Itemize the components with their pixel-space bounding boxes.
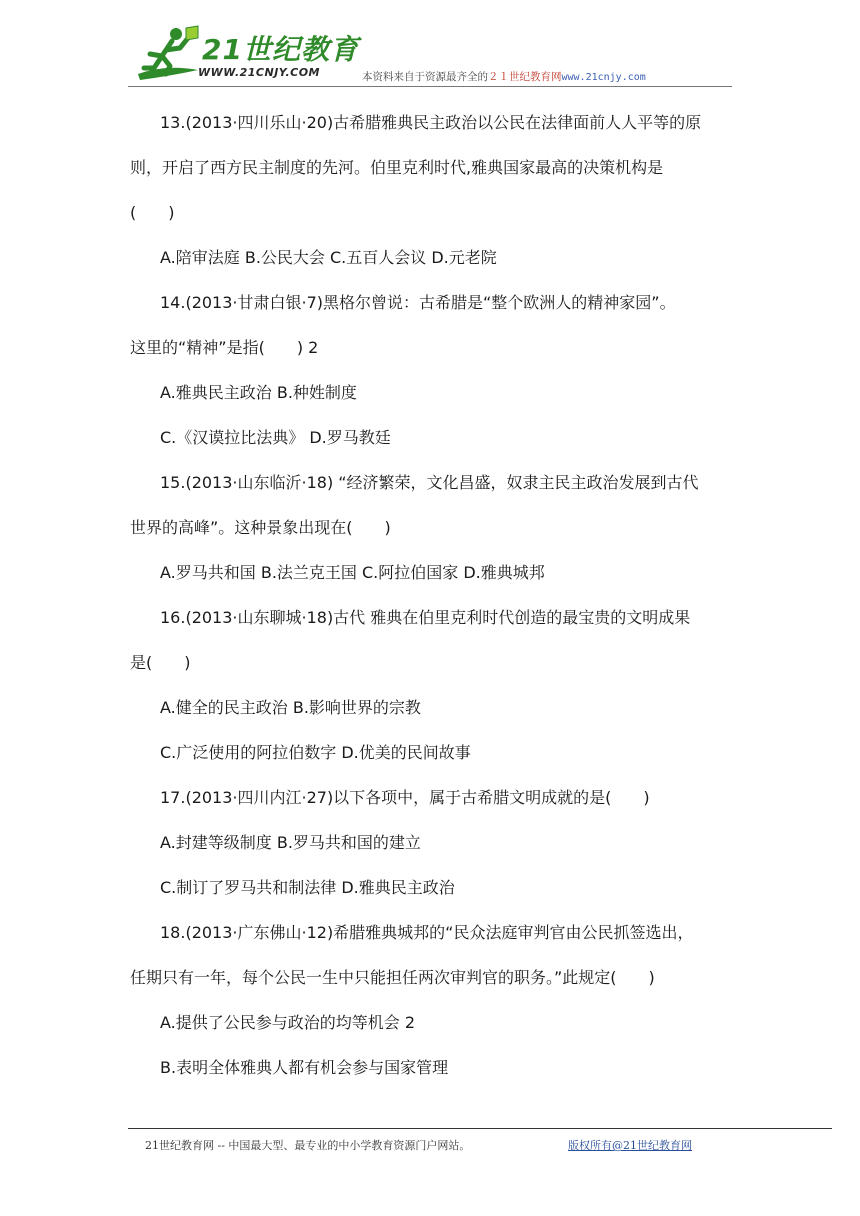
tagline-prefix: 本资料来自于资源最齐全的 [362, 71, 488, 83]
question-16-options-2: C.广泛使用的阿拉伯数字 D.优美的民间故事 [160, 743, 471, 762]
page-header [128, 18, 732, 88]
question-13-line-2: 则，开启了西方民主制度的先河。伯里克利时代,雅典国家最高的决策机构是 [130, 158, 664, 177]
question-18-line-2: 任期只有一年，每个公民一生中只能担任两次审判官的职务。”此规定( ) [130, 968, 655, 987]
question-17-options-2: C.制订了罗马共和制法律 D.雅典民主政治 [160, 878, 455, 897]
question-13-line-3: ( ) [130, 203, 175, 222]
footer-divider [128, 1128, 832, 1129]
question-15-line-1: 15.(2013·山东临沂·18) “经济繁荣，文化昌盛，奴隶主民主政治发展到古代 [160, 473, 699, 492]
question-18-line-1: 18.(2013·广东佛山·12)希腊雅典城邦的“民众法庭审判官由公民抓签选出， [160, 923, 694, 942]
question-15-options: A.罗马共和国 B.法兰克王国 C.阿拉伯国家 D.雅典城邦 [160, 563, 545, 582]
question-14-line-1: 14.(2013·甘肃白银·7)黑格尔曾说：古希腊是“整个欧洲人的精神家园”。 [160, 293, 676, 312]
footer-copyright-link[interactable]: 版权所有@21世纪教育网 [568, 1139, 692, 1152]
question-18-options-2: B.表明全体雅典人都有机会参与国家管理 [160, 1058, 449, 1077]
tagline-url-link[interactable]: www.21cnjy.com [561, 72, 646, 83]
tagline-site-link[interactable]: ２１世纪教育网 [488, 71, 562, 83]
question-13-line-1: 13.(2013·四川乐山·20)古希腊雅典民主政治以公民在法律面前人人平等的原 [160, 113, 702, 132]
site-logo[interactable] [128, 18, 359, 86]
header-tagline [362, 69, 646, 84]
question-17-options-1: A.封建等级制度 B.罗马共和国的建立 [160, 833, 421, 852]
question-13-options: A.陪审法庭 B.公民大会 C.五百人会议 D.元老院 [160, 248, 497, 267]
question-14-options-2: C.《汉谟拉比法典》 D.罗马教廷 [160, 428, 391, 447]
question-17-line-1: 17.(2013·四川内江·27)以下各项中，属于古希腊文明成就的是( ) [160, 788, 650, 807]
question-14-options-1: A.雅典民主政治 B.种姓制度 [160, 383, 357, 402]
question-15-line-2: 世界的高峰”。这种景象出现在( ) [130, 518, 391, 537]
logo-wordmark: 21世纪教育 [202, 33, 359, 66]
runner-logo-icon [136, 24, 200, 82]
question-16-options-1: A.健全的民主政治 B.影响世界的宗教 [160, 698, 421, 717]
question-14-line-2: 这里的“精神”是指( ) 2 [130, 338, 319, 357]
question-16-line-1: 16.(2013·山东聊城·18)古代 雅典在伯里克利时代创造的最宝贵的文明成果 [160, 608, 691, 627]
header-divider [128, 86, 732, 87]
logo-url: WWW.21CNJY.COM [198, 66, 320, 79]
question-16-line-2: 是( ) [130, 653, 191, 672]
question-18-options-1: A.提供了公民参与政治的均等机会 2 [160, 1013, 416, 1032]
footer-site-description: 21世纪教育网 -- 中国最大型、最专业的中小学教育资源门户网站。 [145, 1139, 471, 1152]
